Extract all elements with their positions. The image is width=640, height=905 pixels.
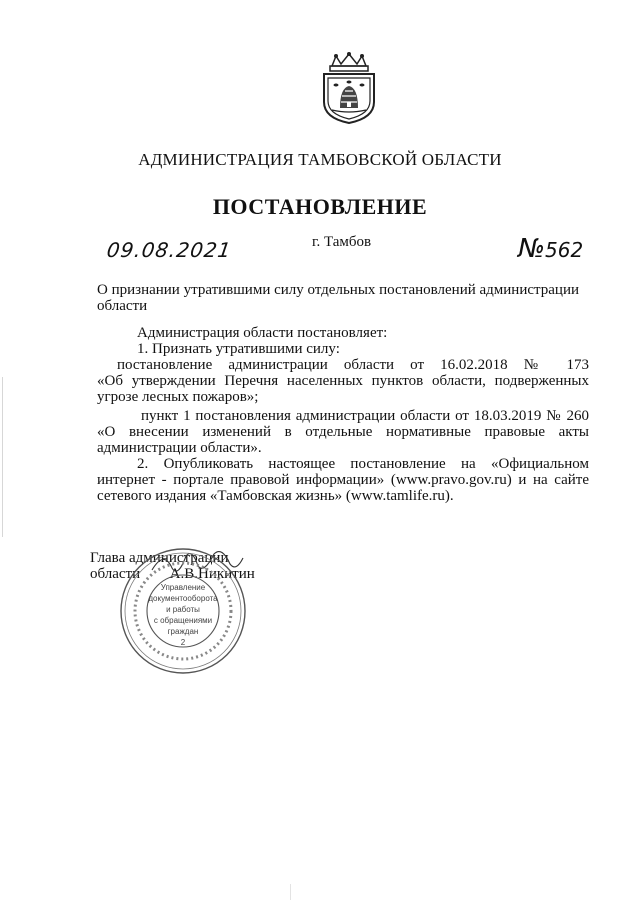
- seal-number: 2: [180, 638, 186, 647]
- signature-region: области: [90, 566, 141, 582]
- item1-title: 1. Признать утратившими силу:: [137, 341, 340, 357]
- coat-of-arms-emblem: [318, 52, 380, 124]
- item1-a-line1: постановление администрации области от 16.02.2018 № 173: [117, 357, 589, 373]
- signature-name: А.В.Никитин: [169, 566, 255, 582]
- signature-title-line1: Глава администрации: [90, 550, 229, 566]
- item1-a-line2: «Об утверждении Перечня населенных пунктов области, подверженных: [97, 373, 589, 389]
- document-subject: О признании утратившими силу отдельных постановлений администрации области: [97, 282, 579, 314]
- seal-center-text: [147, 582, 219, 648]
- document-type-heading: ПОСТАНОВЛЕНИЕ: [212, 194, 428, 219]
- scan-mark: [290, 884, 291, 900]
- seal-line-5: граждан: [167, 627, 199, 636]
- seal-line-1: Управление: [160, 583, 206, 592]
- body-intro: Администрация области постановляет:: [137, 325, 388, 341]
- document-body: [97, 325, 589, 504]
- official-seal: [118, 546, 248, 676]
- item1-a-line3: угрозе лесных пожаров»;: [97, 389, 259, 405]
- document-city: г. Тамбов: [312, 234, 372, 250]
- scan-edge-line: [2, 377, 3, 537]
- seal-line-2: документооборота: [148, 594, 218, 603]
- organization-name: АДМИНИСТРАЦИЯ ТАМБОВСКОЙ ОБЛАСТИ: [138, 150, 502, 169]
- item2-paragraph: 2. Опубликовать настоящее постановление на «Официальном интернет - портале правовой информации» (www.pravo.gov.ru) и на сайте сетевого издания «Тамбовская жизнь» (www.tamlife.ru).: [97, 456, 589, 504]
- number-sign: №: [518, 234, 546, 264]
- item1-b-line3: администрации области».: [97, 440, 262, 456]
- tambov-coat-of-arms-icon: [318, 52, 380, 124]
- number-value: 562: [545, 238, 584, 262]
- item1-b-line1: пункт 1 постановления администрации области от 18.03.2019 № 260: [141, 408, 589, 424]
- document-date: 09.08.2021: [105, 238, 234, 262]
- seal-line-4: с обращениями: [153, 616, 213, 625]
- seal-line-3: и работы: [166, 605, 200, 614]
- document-number: [518, 234, 583, 264]
- item1-b-line2: «О внесении изменений в отдельные нормативные правовые акты: [97, 424, 589, 440]
